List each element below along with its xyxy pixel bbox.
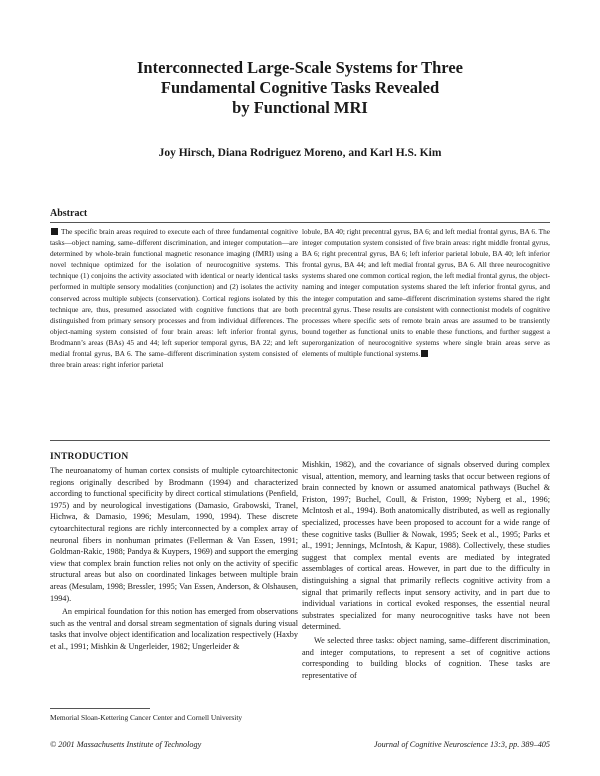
title-line: Fundamental Cognitive Tasks Revealed	[160, 78, 440, 97]
intro-paragraph: Mishkin, 1982), and the covariance of signals observed during complex visual, attention, memory, and learning tasks that occur between regions of brain connected by known or assumed anatomical pathways (Buchel & Friston, 1997; Buchel, Coull, & Friston, 1999; Nyberg et al., 1996; McIntosh et al., 1994). Both anatomically distributed, as well as regionally specialized, processes have been proposed to account for a wide range of these cognitive tasks (Bullier & Nowak, 1995; Seek et al., 1995; Parks et al., 1991; Jennings, McIntosh, & Kapur, 1988). Collectively, these studies suggest that complex mental events are mediated by integrated assemblages of cortical areas. However, in part due to the difficulty in distinguishing a signal that primarily reflects cognitive activity from a signal that primarily reflects input sensory activity, and in part due to individual variations in cortical evoked responses, the essential neural substrates specialized for many neurocognitive tasks have not been determined.	[302, 460, 550, 632]
journal-footer: Journal of Cognitive Neuroscience 13:3, pp. 389–405	[373, 740, 550, 749]
abstract-end-square-icon	[421, 350, 428, 357]
abstract-right-text: lobule, BA 40; right precentral gyrus, BA 6; and left medial frontal gyrus, BA 6. The integer computation system consisted of five brain areas: right middle frontal gyrus, BA 6; right precentral gyrus, BA 6; left inferior parietal lobule, BA 40; left inferior frontal gyrus, BA 44; and left medial frontal gyrus, BA 6. All three neurocognitive systems shared one common cortical region, the left medial frontal gyrus, the object-naming and integer computation systems shared the left inferior frontal gyrus, and the integer computation and same–different discrimination systems shared the right precentral gyrus. These results are consistent with connectionist models of cognitive processes where specific sets of remote brain areas are assumed to be transiently bound together as functional units to enable these functions, and further suggest a superorganization of neurocognitive systems where single brain areas serve as elements of multiple functional systems.	[302, 227, 550, 359]
abstract-paragraph	[302, 226, 550, 359]
title-line: Interconnected Large-Scale Systems for Three	[137, 58, 463, 77]
intro-paragraph: The neuroanatomy of human cortex consists of multiple cytoarchitectonic regions originally described by Brodmann (1994) and characterized according to functional specificity by direct cortical stimulations (Penfield, 1975) and by neurological investigations (Damasio, Grabowski, Tranel, Hichwa, & Damasio, 1996; Mesulam, 1990, 1994). These discrete cytoarchitectural regions are richly interconnected by a complex array of neuronal fibers in nonhuman primates (Fellerman & Van Essen, 1991; Goldman-Rakic, 1988; Pandya & Kuypers, 1969) and support the emerging view that complex brain function relies not only on the activity of specific structural areas but also on coordinated linkages between multiple brain areas (Mesulam, 1998; Bressler, 1995; Van Essen, Anderson, & Olshausen, 1994).	[50, 466, 298, 603]
introduction-heading: INTRODUCTION	[50, 452, 129, 462]
abstract-start-square-icon	[51, 228, 58, 235]
section-rule	[50, 440, 550, 441]
footnote-rule	[50, 708, 150, 709]
abstract-heading: Abstract	[50, 208, 88, 219]
copyright-footer: © 2001 Massachusetts Institute of Technology	[50, 740, 202, 749]
title-line: by Functional MRI	[232, 98, 368, 117]
affiliation-footnote: Memorial Sloan-Kettering Cancer Center and Cornell University	[50, 713, 243, 722]
intro-left-column	[50, 465, 298, 653]
paper-title	[60, 58, 540, 118]
intro-paragraph: An empirical foundation for this notion has emerged from observations such as the ventral and dorsal stream segmentation of signals during visual tasks that involve object identification and localization respectively (Haxby et al., 1991; Mishkin & Ungerleider, 1982; Ungerleider &	[50, 607, 298, 651]
abstract-left-text: The specific brain areas required to execute each of three fundamental cognitive tasks—object naming, same–different discrimination, and integer computation—are determined by whole-brain functional magnetic resonance imaging (fMRI) using a novel technique optimized for the isolation of neurocognitive systems. This technique (1) conjoins the activity associated with identical or nearly identical tasks performed in multiple sensory modalities (conjunction) and (2) isolates the activity conserved across multiple subjects (conservation). Cortical regions isolated by this technique are, thus, presumed associated with cognitive functions that are both distinguished from primary sensory processes and from individual differences. The object-naming system consisted of four brain areas: left inferior frontal gyrus, Brodmann’s areas (BAs) 45 and 44; left superior temporal gyrus, BA 22; and left medial frontal gyrus, BA 6. The same–different discrimination system consisted of three brain areas: right inferior parietal	[50, 227, 298, 370]
intro-paragraph: We selected three tasks: object naming, same–different discrimination, and integer computations, to represent a set of cognitive actions corresponding to building blocks of cognition. These tasks are representative of	[302, 635, 550, 680]
authors: Joy Hirsch, Diana Rodriguez Moreno, and Karl H.S. Kim	[158, 147, 442, 159]
abstract-paragraph	[50, 226, 298, 370]
abstract-right-column	[302, 226, 550, 359]
abstract-top-rule	[50, 222, 550, 223]
abstract-left-column	[50, 226, 298, 370]
intro-right-column	[302, 459, 550, 681]
